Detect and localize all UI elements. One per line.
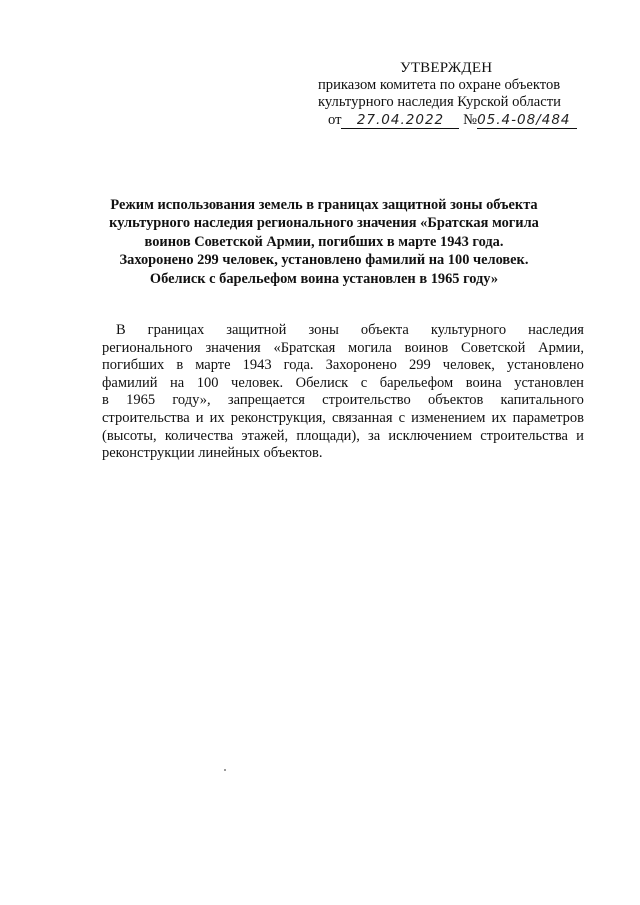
title-line-5: Обелиск с барельефом воина установлен в 1965 году» <box>149 270 499 287</box>
body-word: за <box>368 427 381 444</box>
body-word: года. <box>283 357 314 374</box>
approval-line-2: культурного наследия Курской области <box>318 94 561 110</box>
body-line-1 <box>102 322 584 340</box>
body-word: запрещается <box>227 392 305 409</box>
order-number-field <box>477 113 577 129</box>
body-word: площади), <box>296 427 360 444</box>
body-word: исключением <box>388 427 473 444</box>
body-word: их <box>491 409 507 426</box>
order-date-field <box>341 113 459 129</box>
number-prefix: № <box>463 112 478 128</box>
body-word: 1965 <box>126 392 156 409</box>
body-word: человек. <box>231 374 284 391</box>
body-word: наследия <box>528 322 584 338</box>
body-word: объектов <box>428 392 484 409</box>
body-word: капитального <box>500 392 584 409</box>
body-word: с <box>398 409 406 426</box>
body-word: культурного <box>430 322 507 338</box>
body-word: 100 <box>196 374 219 391</box>
body-word: связанная <box>331 409 393 426</box>
body-paragraph <box>102 322 584 463</box>
body-word: установлен <box>514 374 584 391</box>
date-prefix: от <box>328 112 342 128</box>
order-date-handwritten: 27.04.2022 <box>356 112 445 128</box>
body-line-5 <box>102 392 584 410</box>
body-word: этажей, <box>241 427 289 444</box>
body-word: Обелиск <box>295 374 349 391</box>
order-date-number-line <box>318 112 618 129</box>
body-word: зоны <box>308 322 339 338</box>
body-line-6 <box>102 410 584 428</box>
body-word: реконструкция, <box>230 409 326 426</box>
body-word: могила <box>348 339 392 356</box>
approval-title: УТВЕРЖДЕН <box>400 60 493 76</box>
body-word: установлено <box>506 357 584 374</box>
body-word: Армии, <box>538 339 584 356</box>
body-word: в <box>176 357 184 374</box>
body-word: году», <box>172 392 211 409</box>
body-word: и <box>195 409 204 426</box>
body-word: с <box>360 374 368 391</box>
body-word: защитной <box>226 322 287 338</box>
title-line-2: культурного наследия регионального значения «Братская могила <box>109 215 539 232</box>
body-word: воинов <box>404 339 449 356</box>
body-word: в <box>102 392 109 409</box>
body-line-2 <box>102 340 584 358</box>
order-number-handwritten: 05.4-08/484 <box>477 112 571 128</box>
body-word: на <box>170 374 185 391</box>
body-word: и <box>576 427 584 444</box>
body-word: воина <box>465 374 502 391</box>
body-word: строительство <box>322 392 411 409</box>
body-word: границах <box>147 322 205 338</box>
body-word: изменением <box>411 409 486 426</box>
approval-line-1: приказом комитета по охране объектов <box>318 77 561 93</box>
body-word: Советской <box>460 339 526 356</box>
scan-speck <box>224 769 226 771</box>
body-line-7 <box>102 428 584 446</box>
body-word: их <box>209 409 225 426</box>
body-word: количества <box>164 427 234 444</box>
body-word: В <box>116 322 126 338</box>
body-word: Захоронено <box>325 357 397 374</box>
body-word: человек, <box>442 357 495 374</box>
document-title <box>90 196 558 288</box>
body-line-last: реконструкции линейных объектов. <box>102 445 323 462</box>
title-line-1: Режим использования земель в границах защитной зоны объекта <box>110 197 538 213</box>
body-line-3 <box>102 357 584 375</box>
body-word: 1943 <box>242 357 272 374</box>
body-word: «Братская <box>273 339 336 356</box>
title-line-4: Захоронено 299 человек, установлено фамилий на 100 человек. <box>119 252 529 269</box>
body-word: значения <box>205 339 261 356</box>
body-word: (высоты, <box>102 427 157 444</box>
body-word: регионального <box>102 339 193 356</box>
body-line-4 <box>102 375 584 393</box>
body-word: 299 <box>408 357 431 374</box>
body-word: фамилий <box>102 374 158 391</box>
approval-stamp-block <box>318 60 618 129</box>
body-word: объекта <box>360 322 409 338</box>
body-word: барельефом <box>379 374 454 391</box>
body-word: параметров <box>512 409 584 426</box>
body-word: погибших <box>102 357 165 374</box>
body-word: марте <box>195 357 231 374</box>
title-line-3: воинов Советской Армии, погибших в марте 1943 года. <box>144 233 504 250</box>
body-word: строительства <box>480 427 568 444</box>
body-word: строительства <box>102 409 190 426</box>
